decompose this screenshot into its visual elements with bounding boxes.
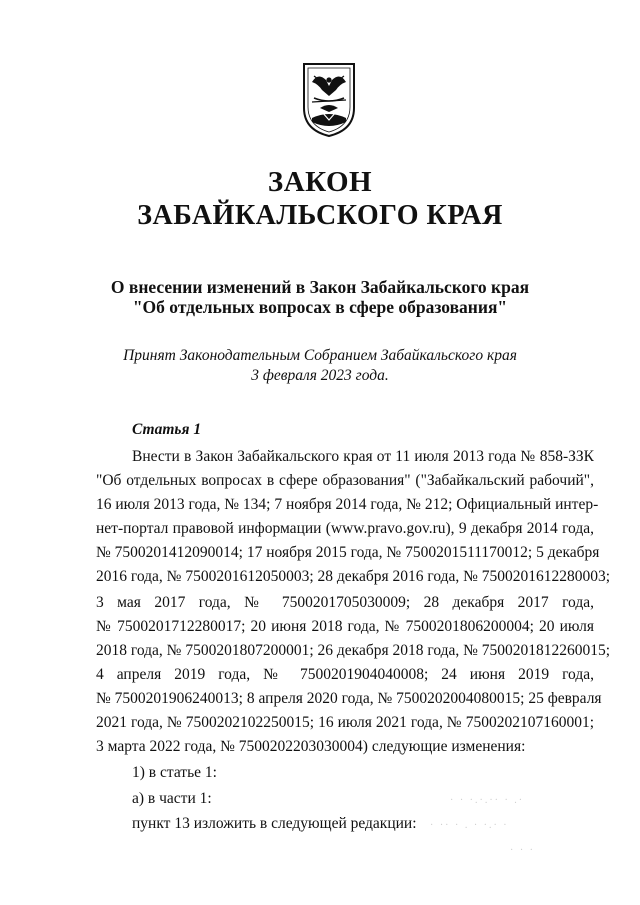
document-title-region: ЗАБАЙКАЛЬСКОГО КРАЯ — [137, 200, 503, 231]
body-text-line: "Об отдельных вопросах в сфере образования" ("Забайкальский рабочий", — [96, 472, 594, 489]
document-title: ЗАКОН — [267, 166, 373, 198]
body-text-line: 3 мая 2017 года, № 7500201705030009; 28 декабря 2017 года, — [96, 594, 594, 611]
body-text-line: 2018 года, № 7500201807200001; 26 декабря 2018 года, № 7500201812260015; — [96, 642, 611, 659]
article-heading: Статья 1 — [132, 421, 202, 438]
body-text-line: № 7500201712280017; 20 июня 2018 года, № 7500201806200004; 20 июля — [96, 618, 594, 635]
list-item: а) в части 1: — [132, 790, 212, 807]
list-item: пункт 13 изложить в следующей редакции: — [132, 815, 417, 832]
body-text-line: 4 апреля 2019 года, № 7500201904040008; 24 июня 2019 года, — [96, 666, 594, 683]
adoption-note-line-2: 3 февраля 2023 года. — [251, 367, 389, 384]
body-text-line: 3 марта 2022 года, № 7500202203030004) следующие изменения: — [96, 738, 526, 755]
body-text-line: 2016 года, № 7500201612050003; 28 декабря 2016 года, № 7500201612280003; — [96, 568, 611, 585]
body-text-line: нет-портал правовой информации (www.pravo.gov.ru), 9 декабря 2014 года, — [96, 520, 594, 537]
scan-artifact: · · · — [510, 845, 535, 856]
adoption-note-line-1: Принят Законодательным Собранием Забайкальского края — [123, 347, 517, 364]
body-text-line: 2021 года, № 7500202102250015; 16 июля 2021 года, № 7500202107160001; — [96, 714, 594, 731]
body-text-line: Внести в Закон Забайкальского края от 11 июля 2013 года № 858-ЗЗК — [132, 448, 594, 465]
scan-artifact: · ·· · . · ·.· · — [430, 820, 509, 831]
body-text-line: № 7500201412090014; 17 ноября 2015 года, № 7500201511170012; 5 декабря — [96, 544, 600, 561]
list-item: 1) в статье 1: — [132, 764, 217, 781]
document-subtitle-line-1: О внесении изменений в Закон Забайкальского края — [110, 277, 530, 297]
body-text-line: 16 июля 2013 года, № 134; 7 ноября 2014 года, № 212; Официальный интер- — [96, 496, 599, 513]
body-text-line: № 7500201906240013; 8 апреля 2020 года, № 7500202004080015; 25 февраля — [96, 690, 602, 707]
document-subtitle-line-2: "Об отдельных вопросах в сфере образования" — [132, 297, 508, 317]
scan-artifact: · · ·.·.·· · .· — [450, 795, 525, 806]
coat-of-arms-emblem-icon — [300, 60, 358, 138]
